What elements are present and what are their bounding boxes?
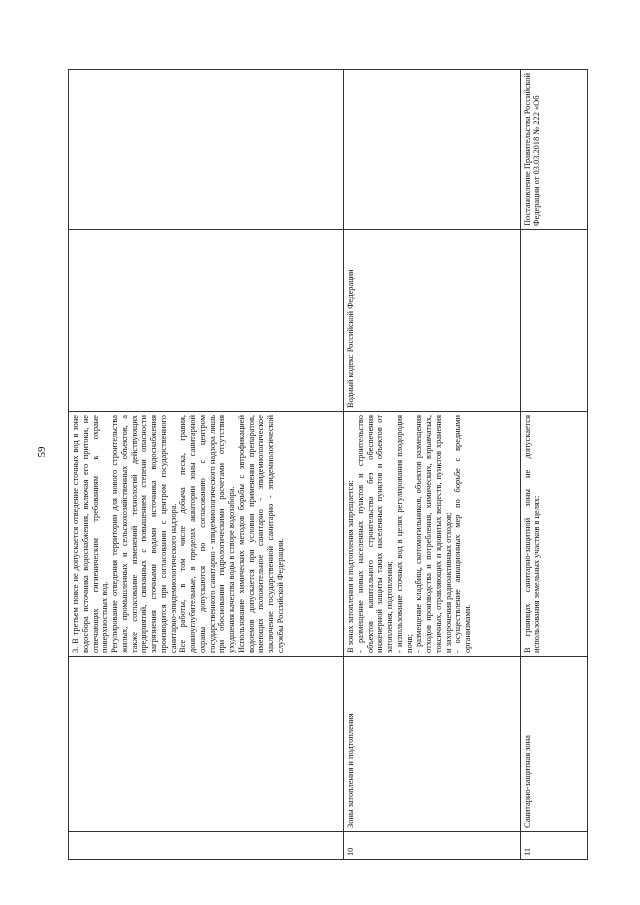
rule-paragraph: Использование химических методов борьбы с эвтрофикацией водоемов допускается при условии применения препаратов, имеющих положительное санитарно - эпидемиологическое заключение государственной санитарно - эпидемиологической службы Российской Федерации. (236, 415, 285, 653)
act-reference-cell (69, 70, 344, 230)
rules-cell (520, 412, 587, 657)
act-reference-cell: Постановление Правительства Российской Федерации от 03.03.2018 № 222 «Об (520, 70, 587, 230)
rule-paragraph: - осуществление авиационных мер по борьбе с вредными организмами. (453, 415, 473, 653)
row-number-cell (69, 832, 344, 860)
row-number-cell: 10 (344, 832, 520, 860)
rules-cell (344, 412, 520, 657)
rule-paragraph: В зонах затопления и подтопления запрещается: (346, 480, 356, 653)
law-reference-cell (520, 230, 587, 412)
zone-name-cell: Санитарно-защитная зона (520, 657, 587, 832)
regulation-table-sheet (68, 70, 588, 860)
law-reference-cell (69, 230, 344, 412)
table-row (69, 70, 344, 860)
rules-cell (69, 412, 344, 657)
rule-paragraph: - использование сточных вод в целях регулирования плодородия почв; (394, 415, 414, 653)
rule-paragraph: Регулирование отведения территории для нового строительства жилых, промышленных и сельскохозяйственных объектов, а также согласование изменений технологий действующих предприятий, связанных с повышением степени опасности загрязнения сточными водами источника водоснабжения производится при согласовании с центром государственного санитарно-эпидемиологического надзора. (110, 415, 178, 653)
zone-name-cell: Зоны затопления и подтопления (344, 657, 520, 832)
zone-name-cell (69, 657, 344, 832)
law-reference-cell: Водный кодекс Российской Федерации (344, 230, 520, 412)
rule-paragraph: В границах санитарно-защитной зоны не допускается использования земельных участков в целях: (522, 415, 542, 653)
rule-paragraph: - размещение кладбищ, скотомогильников, объектов размещения отходов производства и потребления, химических, взрывчатых, токсичных, отравляющих и ядовитых веществ, пунктов хранения и захоронения радиоактивных отходов; (414, 415, 453, 653)
rule-paragraph: - размещение новых населенных пунктов и строительство объектов капитального строительства без обеспечения инженерной защиты таких населенных пунктов и объектов от затопления, подтопления; (355, 415, 395, 653)
regulation-table (68, 69, 588, 860)
table-row (344, 70, 520, 860)
row-number-cell: 11 (520, 832, 587, 860)
table-row (520, 70, 587, 860)
act-reference-cell (344, 70, 520, 230)
rule-paragraph: Все работы, в том числе добыча песка, гравия, донноуглубительные, в пределах акватории зоны санитарной охраны допускаются по согласованию с центром государственного санитарно - эпидемиологического надзора лишь при обосновании гидрологическими расчетами отсутствия ухудшения качества воды в створе водозабора. (178, 415, 236, 653)
rule-paragraph: 3. В третьем поясе не допускается отведение сточных вод в зоне водосбора источника водоснабжения, включая его притоки, не отвечающих гигиеническим требованиям к охране поверхностных вод. (71, 415, 110, 653)
page-number: 59 (36, 446, 48, 458)
